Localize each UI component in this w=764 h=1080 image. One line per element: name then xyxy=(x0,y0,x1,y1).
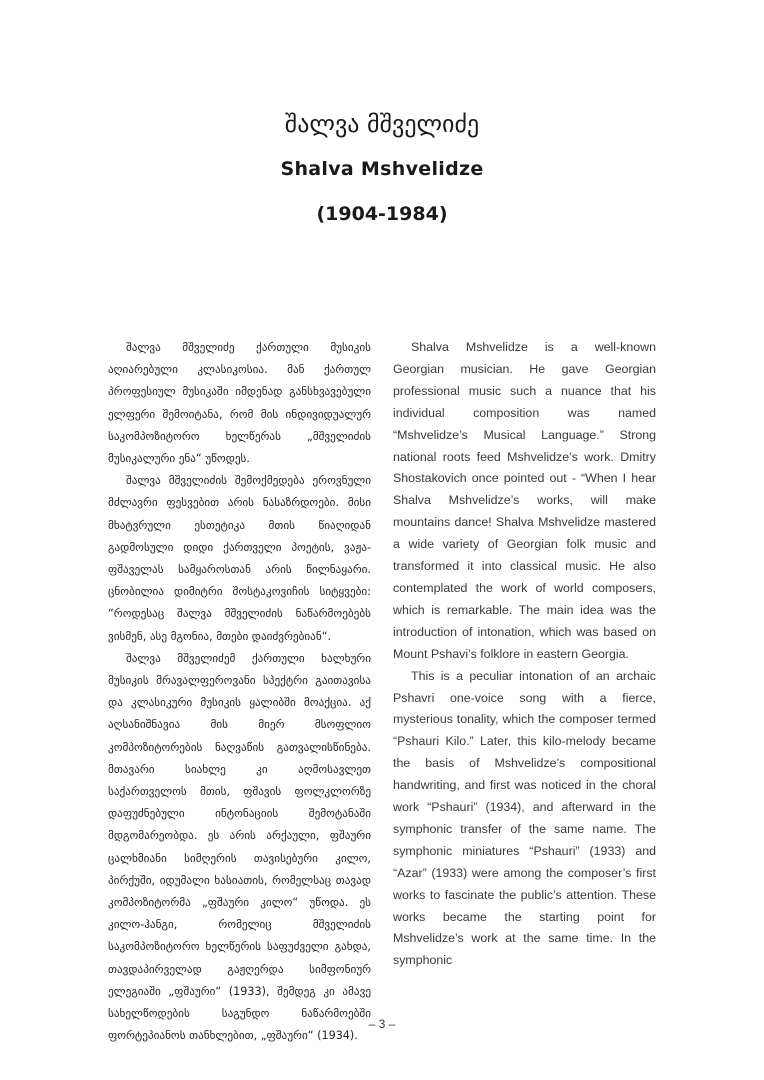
georgian-paragraph-2: შალვა მშველიძის შემოქმედება ეროვნული მძლავრი ფესვებით არის ნასაზრდოები. მისი მხატვრული ესთეტიკა მთის წიაღიდან გადმოსული დიდი ქართველი პოეტის, ვაჟა-ფშაველას სამყაროსთან არის წილნაყარი. ცნობილია დიმიტრი შოსტაკოვიჩის სიტყვები: “როდესაც შალვა მშველიძის ნაწარმოებებს ვისმენ, ასე მგონია, მთები დაიძვრებიან“. xyxy=(108,474,371,643)
english-text-column xyxy=(393,337,656,992)
english-paragraph-1: Shalva Mshvelidze is a well-known Georgian musician. He gave Georgian professional music such a nuance that his individual composition was named “Mshvelidze’s Musical Language.” Strong national roots feed Mshvelidze’s work. Dmitry Shostakovich once pointed out - “When I hear Shalva Mshvelidze’s works, will make mountains dance! Shalva Mshvelidze mastered a wide variety of Georgian folk music and transformed it into classical music. He also contemplated the work of world composers, which is remarkable. The main idea was the introduction of intonation, which was based on Mount Pshavi’s folklore in eastern Georgia. xyxy=(393,340,656,661)
lifespan-years: (1904-1984) xyxy=(316,203,448,225)
georgian-paragraph-1: შალვა მშველიძე ქართული მუსიკის აღიარებული კლასიკოსია. მან ქართულ პროფესიულ მუსიკაში იმდენად განსხვავებული ელფერი შემოიტანა, რომ მის ინდივიდუალურ საკომპოზიტორო ხელწერას „მშველიძის მუსიკალური ენა“ უწოდეს. xyxy=(108,341,371,466)
georgian-text-column xyxy=(108,337,371,1043)
page-number: – 3 – xyxy=(368,1017,396,1031)
english-paragraph-2: This is a peculiar intonation of an archaic Pshavri one-voice song with a fierce, mysterious tonality, which the composer termed “Pshauri Kilo.” Later, this kilo-melody became the basis of Mshvelidze’s compositional handwriting, and first was noticed in the choral work “Pshauri” (1934), and afterward in the symphonic transfer of the same name. The symphonic miniatures “Pshauri” (1933) and “Azar” (1933) were among the composer’s first works to fascinate the public’s attention. These works became the starting point for Mshvelidze’s work at the same time. In the symphonic xyxy=(393,668,656,968)
page-title-georgian: შალვა მშველიძე xyxy=(284,110,480,138)
georgian-paragraph-3: შალვა მშველიძემ ქართული ხალხური მუსიკის მრავალფეროვანი სპექტრი გაითავისა და კლასიკური მუსიკის ყალიბში მოაქცია. აქ აღსანიშნავია მის მიერ მსოფლიო კომპოზიტორების ნაღვაწის გათვალისწინება. მთავარი სიახლე კი აღმოსავლეთ საქართველოს მთის, ფშავის ფოლკლორზე დაფუძნებული ინტონაციის შემოტანაში მდგომარეობდა. ეს არის არქაული, ფშაური ცალხმიანი სიმღერის თავისებური კილო, პირქუში, იდუმალი ხასიათის, რომელსაც თავად კომპოზიტორმა „ფშაური კილო“ უწოდა. ეს კილო-ჰანგი, რომელიც მშველიძის საკომპოზიტორო ხელწერის საფუძველი გახდა, თავდაპირველად გაჟღერდა სიმფონიურ ელეგიაში „ფშაური“ (1933), შემდეგ კი ამავე სახელწოდების საგუნდო ნაწარმოებში ფორტეპიანოს თანხლებით, „ფშაური“ (1934). xyxy=(108,651,371,1043)
page-title-english: Shalva Mshvelidze xyxy=(280,158,484,180)
